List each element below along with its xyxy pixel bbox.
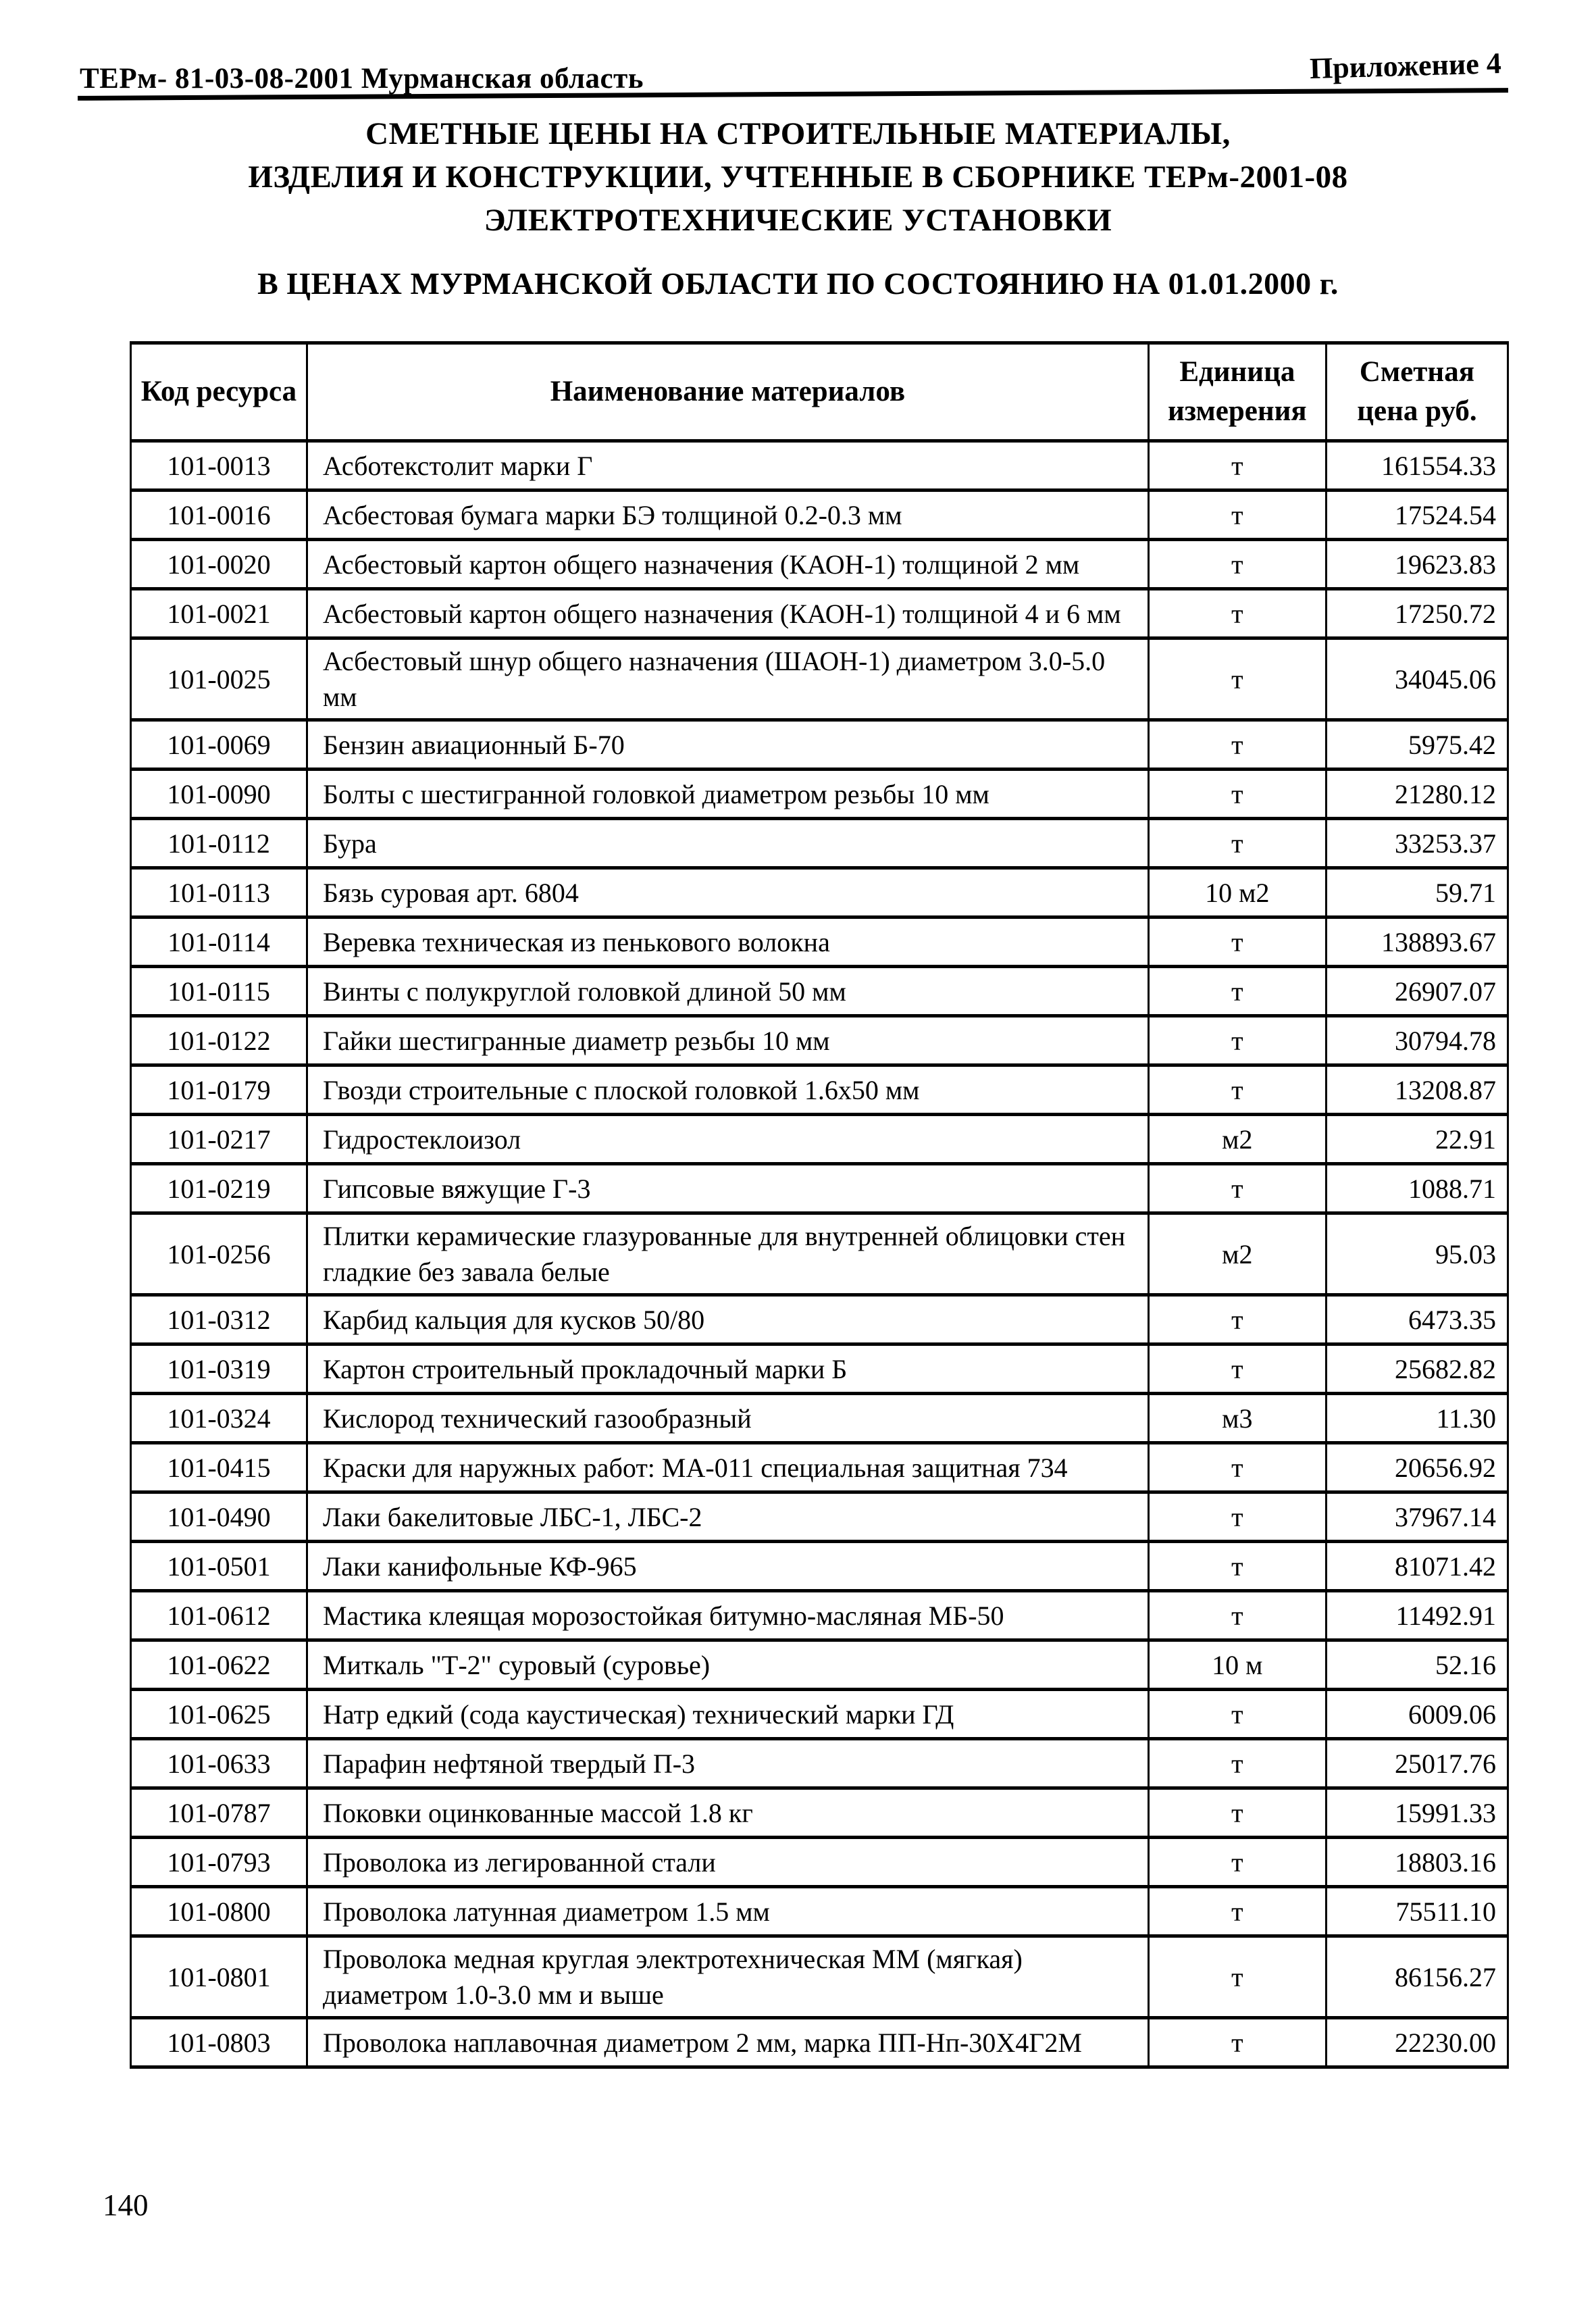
row-material-name: Проволока медная круглая электротехническая ММ (мягкая) диаметром 1.0-3.0 мм и выше	[307, 1936, 1148, 2018]
row-resource-code: 101-0324	[131, 1394, 307, 1443]
table-row	[131, 917, 1508, 967]
row-resource-code: 101-0490	[131, 1492, 307, 1542]
row-material-name: Лаки бакелитовые ЛБС-1, ЛБС-2	[307, 1492, 1148, 1542]
row-material-name: Проволока из легированной стали	[307, 1838, 1148, 1887]
table-row	[131, 491, 1508, 540]
row-unit: т	[1148, 540, 1326, 589]
row-resource-code: 101-0800	[131, 1887, 307, 1936]
table-row	[131, 1542, 1508, 1591]
row-price: 26907.07	[1326, 967, 1508, 1016]
row-price: 11492.91	[1326, 1591, 1508, 1640]
row-resource-code: 101-0013	[131, 441, 307, 491]
row-price: 18803.16	[1326, 1838, 1508, 1887]
row-price: 22230.00	[1326, 2018, 1508, 2067]
document-title-line-1: СМЕТНЫЕ ЦЕНЫ НА СТРОИТЕЛЬНЫЕ МАТЕРИАЛЫ,	[365, 116, 1231, 151]
table-row	[131, 1344, 1508, 1394]
row-unit: т	[1148, 1016, 1326, 1065]
row-resource-code: 101-0112	[131, 819, 307, 868]
row-price: 17524.54	[1326, 491, 1508, 540]
table-row	[131, 2018, 1508, 2067]
table-row	[131, 1690, 1508, 1739]
table-header-row	[131, 343, 1508, 441]
row-material-name: Асбестовый картон общего назначения (КАОН-1) толщиной 4 и 6 мм	[307, 589, 1148, 638]
row-unit: 10 м	[1148, 1640, 1326, 1690]
row-price: 34045.06	[1326, 638, 1508, 720]
row-unit: т	[1148, 819, 1326, 868]
table-row	[131, 1788, 1508, 1838]
column-header-price: Сметная цена руб.	[1326, 343, 1508, 441]
row-unit: т	[1148, 2018, 1326, 2067]
table-row	[131, 967, 1508, 1016]
row-material-name: Бязь суровая арт. 6804	[307, 868, 1148, 917]
document-title-line-2: ИЗДЕЛИЯ И КОНСТРУКЦИИ, УЧТЕННЫЕ В СБОРНИКЕ ТЕРм-2001-08	[248, 159, 1348, 195]
table-row	[131, 638, 1508, 720]
table-body	[131, 441, 1508, 2067]
row-price: 33253.37	[1326, 819, 1508, 868]
table-row	[131, 1838, 1508, 1887]
column-header-unit: Единица измерения	[1148, 343, 1326, 441]
row-resource-code: 101-0179	[131, 1065, 307, 1115]
row-price: 95.03	[1326, 1213, 1508, 1295]
row-price: 25682.82	[1326, 1344, 1508, 1394]
row-unit: т	[1148, 1591, 1326, 1640]
row-price: 20656.92	[1326, 1443, 1508, 1492]
row-resource-code: 101-0016	[131, 491, 307, 540]
row-unit: т	[1148, 1936, 1326, 2018]
row-material-name: Гвозди строительные с плоской головкой 1.6х50 мм	[307, 1065, 1148, 1115]
row-unit: т	[1148, 917, 1326, 967]
table-row	[131, 1394, 1508, 1443]
row-material-name: Парафин нефтяной твердый П-3	[307, 1739, 1148, 1788]
row-price: 25017.76	[1326, 1739, 1508, 1788]
row-price: 138893.67	[1326, 917, 1508, 967]
row-resource-code: 101-0122	[131, 1016, 307, 1065]
row-resource-code: 101-0020	[131, 540, 307, 589]
column-header-resource-code: Код ресурса	[131, 343, 307, 441]
table-row	[131, 819, 1508, 868]
row-price: 59.71	[1326, 868, 1508, 917]
row-resource-code: 101-0787	[131, 1788, 307, 1838]
table-header	[131, 343, 1508, 441]
row-price: 6009.06	[1326, 1690, 1508, 1739]
table-row	[131, 1492, 1508, 1542]
row-resource-code: 101-0633	[131, 1739, 307, 1788]
row-material-name: Болты с шестигранной головкой диаметром резьбы 10 мм	[307, 770, 1148, 819]
row-material-name: Поковки оцинкованные массой 1.8 кг	[307, 1788, 1148, 1838]
running-header-right: Приложение 4	[1309, 47, 1502, 85]
row-unit: т	[1148, 1295, 1326, 1344]
row-resource-code: 101-0217	[131, 1115, 307, 1164]
row-resource-code: 101-0319	[131, 1344, 307, 1394]
row-material-name: Гипсовые вяжущие Г-3	[307, 1164, 1148, 1213]
row-unit: т	[1148, 589, 1326, 638]
row-price: 161554.33	[1326, 441, 1508, 491]
row-price: 37967.14	[1326, 1492, 1508, 1542]
table-row	[131, 1887, 1508, 1936]
row-material-name: Бура	[307, 819, 1148, 868]
row-unit: т	[1148, 720, 1326, 770]
row-resource-code: 101-0312	[131, 1295, 307, 1344]
row-material-name: Асбестовый картон общего назначения (КАОН-1) толщиной 2 мм	[307, 540, 1148, 589]
table-row	[131, 720, 1508, 770]
row-resource-code: 101-0501	[131, 1542, 307, 1591]
row-material-name: Гайки шестигранные диаметр резьбы 10 мм	[307, 1016, 1148, 1065]
row-material-name: Веревка техническая из пенькового волокна	[307, 917, 1148, 967]
table-row	[131, 1640, 1508, 1690]
row-price: 1088.71	[1326, 1164, 1508, 1213]
row-resource-code: 101-0622	[131, 1640, 307, 1690]
row-unit: т	[1148, 967, 1326, 1016]
row-unit: т	[1148, 1788, 1326, 1838]
table-row	[131, 1016, 1508, 1065]
row-unit: т	[1148, 638, 1326, 720]
row-unit: т	[1148, 1443, 1326, 1492]
row-material-name: Проволока наплавочная диаметром 2 мм, марка ПП-Нп-30Х4Г2М	[307, 2018, 1148, 2067]
table-row	[131, 770, 1508, 819]
row-unit: т	[1148, 1164, 1326, 1213]
table-row	[131, 1591, 1508, 1640]
row-price: 13208.87	[1326, 1065, 1508, 1115]
row-price: 52.16	[1326, 1640, 1508, 1690]
table-row	[131, 868, 1508, 917]
row-price: 81071.42	[1326, 1542, 1508, 1591]
row-unit: м2	[1148, 1213, 1326, 1295]
table-row	[131, 1065, 1508, 1115]
row-material-name: Гидростеклоизол	[307, 1115, 1148, 1164]
row-resource-code: 101-0793	[131, 1838, 307, 1887]
row-price: 15991.33	[1326, 1788, 1508, 1838]
table-row	[131, 441, 1508, 491]
row-material-name: Мастика клеящая морозостойкая битумно-масляная МБ-50	[307, 1591, 1148, 1640]
row-price: 30794.78	[1326, 1016, 1508, 1065]
row-resource-code: 101-0803	[131, 2018, 307, 2067]
table-row	[131, 1739, 1508, 1788]
row-resource-code: 101-0219	[131, 1164, 307, 1213]
row-unit: т	[1148, 1542, 1326, 1591]
table-row	[131, 589, 1508, 638]
document-title-line-3: ЭЛЕКТРОТЕХНИЧЕСКИЕ УСТАНОВКИ	[484, 203, 1112, 238]
materials-price-table	[130, 341, 1509, 2069]
row-price: 17250.72	[1326, 589, 1508, 638]
row-material-name: Миткаль "Т-2" суровый (суровье)	[307, 1640, 1148, 1690]
row-resource-code: 101-0256	[131, 1213, 307, 1295]
row-unit: т	[1148, 1344, 1326, 1394]
row-material-name: Проволока латунная диаметром 1.5 мм	[307, 1887, 1148, 1936]
row-material-name: Плитки керамические глазурованные для внутренней облицовки стен гладкие без завала белые	[307, 1213, 1148, 1295]
row-material-name: Кислород технический газообразный	[307, 1394, 1148, 1443]
row-price: 19623.83	[1326, 540, 1508, 589]
row-material-name: Краски для наружных работ: МА-011 специальная защитная 734	[307, 1443, 1148, 1492]
row-unit: т	[1148, 1838, 1326, 1887]
row-unit: м3	[1148, 1394, 1326, 1443]
row-price: 86156.27	[1326, 1936, 1508, 2018]
row-unit: т	[1148, 1065, 1326, 1115]
row-resource-code: 101-0021	[131, 589, 307, 638]
row-resource-code: 101-0115	[131, 967, 307, 1016]
row-unit: т	[1148, 1492, 1326, 1542]
row-material-name: Асбестовая бумага марки БЭ толщиной 0.2-0.3 мм	[307, 491, 1148, 540]
table-row	[131, 1213, 1508, 1295]
running-header-left: ТЕРм- 81-03-08-2001 Мурманская область	[80, 63, 644, 95]
row-price: 5975.42	[1326, 720, 1508, 770]
row-material-name: Асбестовый шнур общего назначения (ШАОН-1) диаметром 3.0-5.0 мм	[307, 638, 1148, 720]
row-price: 6473.35	[1326, 1295, 1508, 1344]
row-resource-code: 101-0025	[131, 638, 307, 720]
row-unit: т	[1148, 491, 1326, 540]
row-price: 75511.10	[1326, 1887, 1508, 1936]
row-unit: т	[1148, 1887, 1326, 1936]
row-material-name: Винты с полукруглой головкой длиной 50 мм	[307, 967, 1148, 1016]
row-material-name: Лаки канифольные КФ-965	[307, 1542, 1148, 1591]
row-unit: т	[1148, 441, 1326, 491]
row-unit: т	[1148, 1690, 1326, 1739]
row-resource-code: 101-0113	[131, 868, 307, 917]
row-resource-code: 101-0625	[131, 1690, 307, 1739]
document-title	[0, 112, 1596, 242]
table-row	[131, 1936, 1508, 2018]
row-material-name: Карбид кальция для кусков 50/80	[307, 1295, 1148, 1344]
row-unit: 10 м2	[1148, 868, 1326, 917]
table-row	[131, 1295, 1508, 1344]
row-material-name: Натр едкий (сода каустическая) технический марки ГД	[307, 1690, 1148, 1739]
row-resource-code: 101-0090	[131, 770, 307, 819]
row-unit: т	[1148, 770, 1326, 819]
row-material-name: Картон строительный прокладочный марки Б	[307, 1344, 1148, 1394]
row-price: 22.91	[1326, 1115, 1508, 1164]
row-unit: т	[1148, 1739, 1326, 1788]
row-material-name: Бензин авиационный Б-70	[307, 720, 1148, 770]
table-row	[131, 1164, 1508, 1213]
row-price: 11.30	[1326, 1394, 1508, 1443]
table-row	[131, 1443, 1508, 1492]
row-price: 21280.12	[1326, 770, 1508, 819]
column-header-material-name: Наименование материалов	[307, 343, 1148, 441]
row-resource-code: 101-0114	[131, 917, 307, 967]
table-row	[131, 540, 1508, 589]
row-unit: м2	[1148, 1115, 1326, 1164]
page-number: 140	[103, 2188, 149, 2222]
row-resource-code: 101-0612	[131, 1591, 307, 1640]
table-row	[131, 1115, 1508, 1164]
row-resource-code: 101-0069	[131, 720, 307, 770]
document-subtitle: В ЦЕНАХ МУРМАНСКОЙ ОБЛАСТИ ПО СОСТОЯНИЮ НА 01.01.2000 г.	[257, 266, 1339, 301]
row-resource-code: 101-0801	[131, 1936, 307, 2018]
row-resource-code: 101-0415	[131, 1443, 307, 1492]
row-material-name: Асботекстолит марки Г	[307, 441, 1148, 491]
